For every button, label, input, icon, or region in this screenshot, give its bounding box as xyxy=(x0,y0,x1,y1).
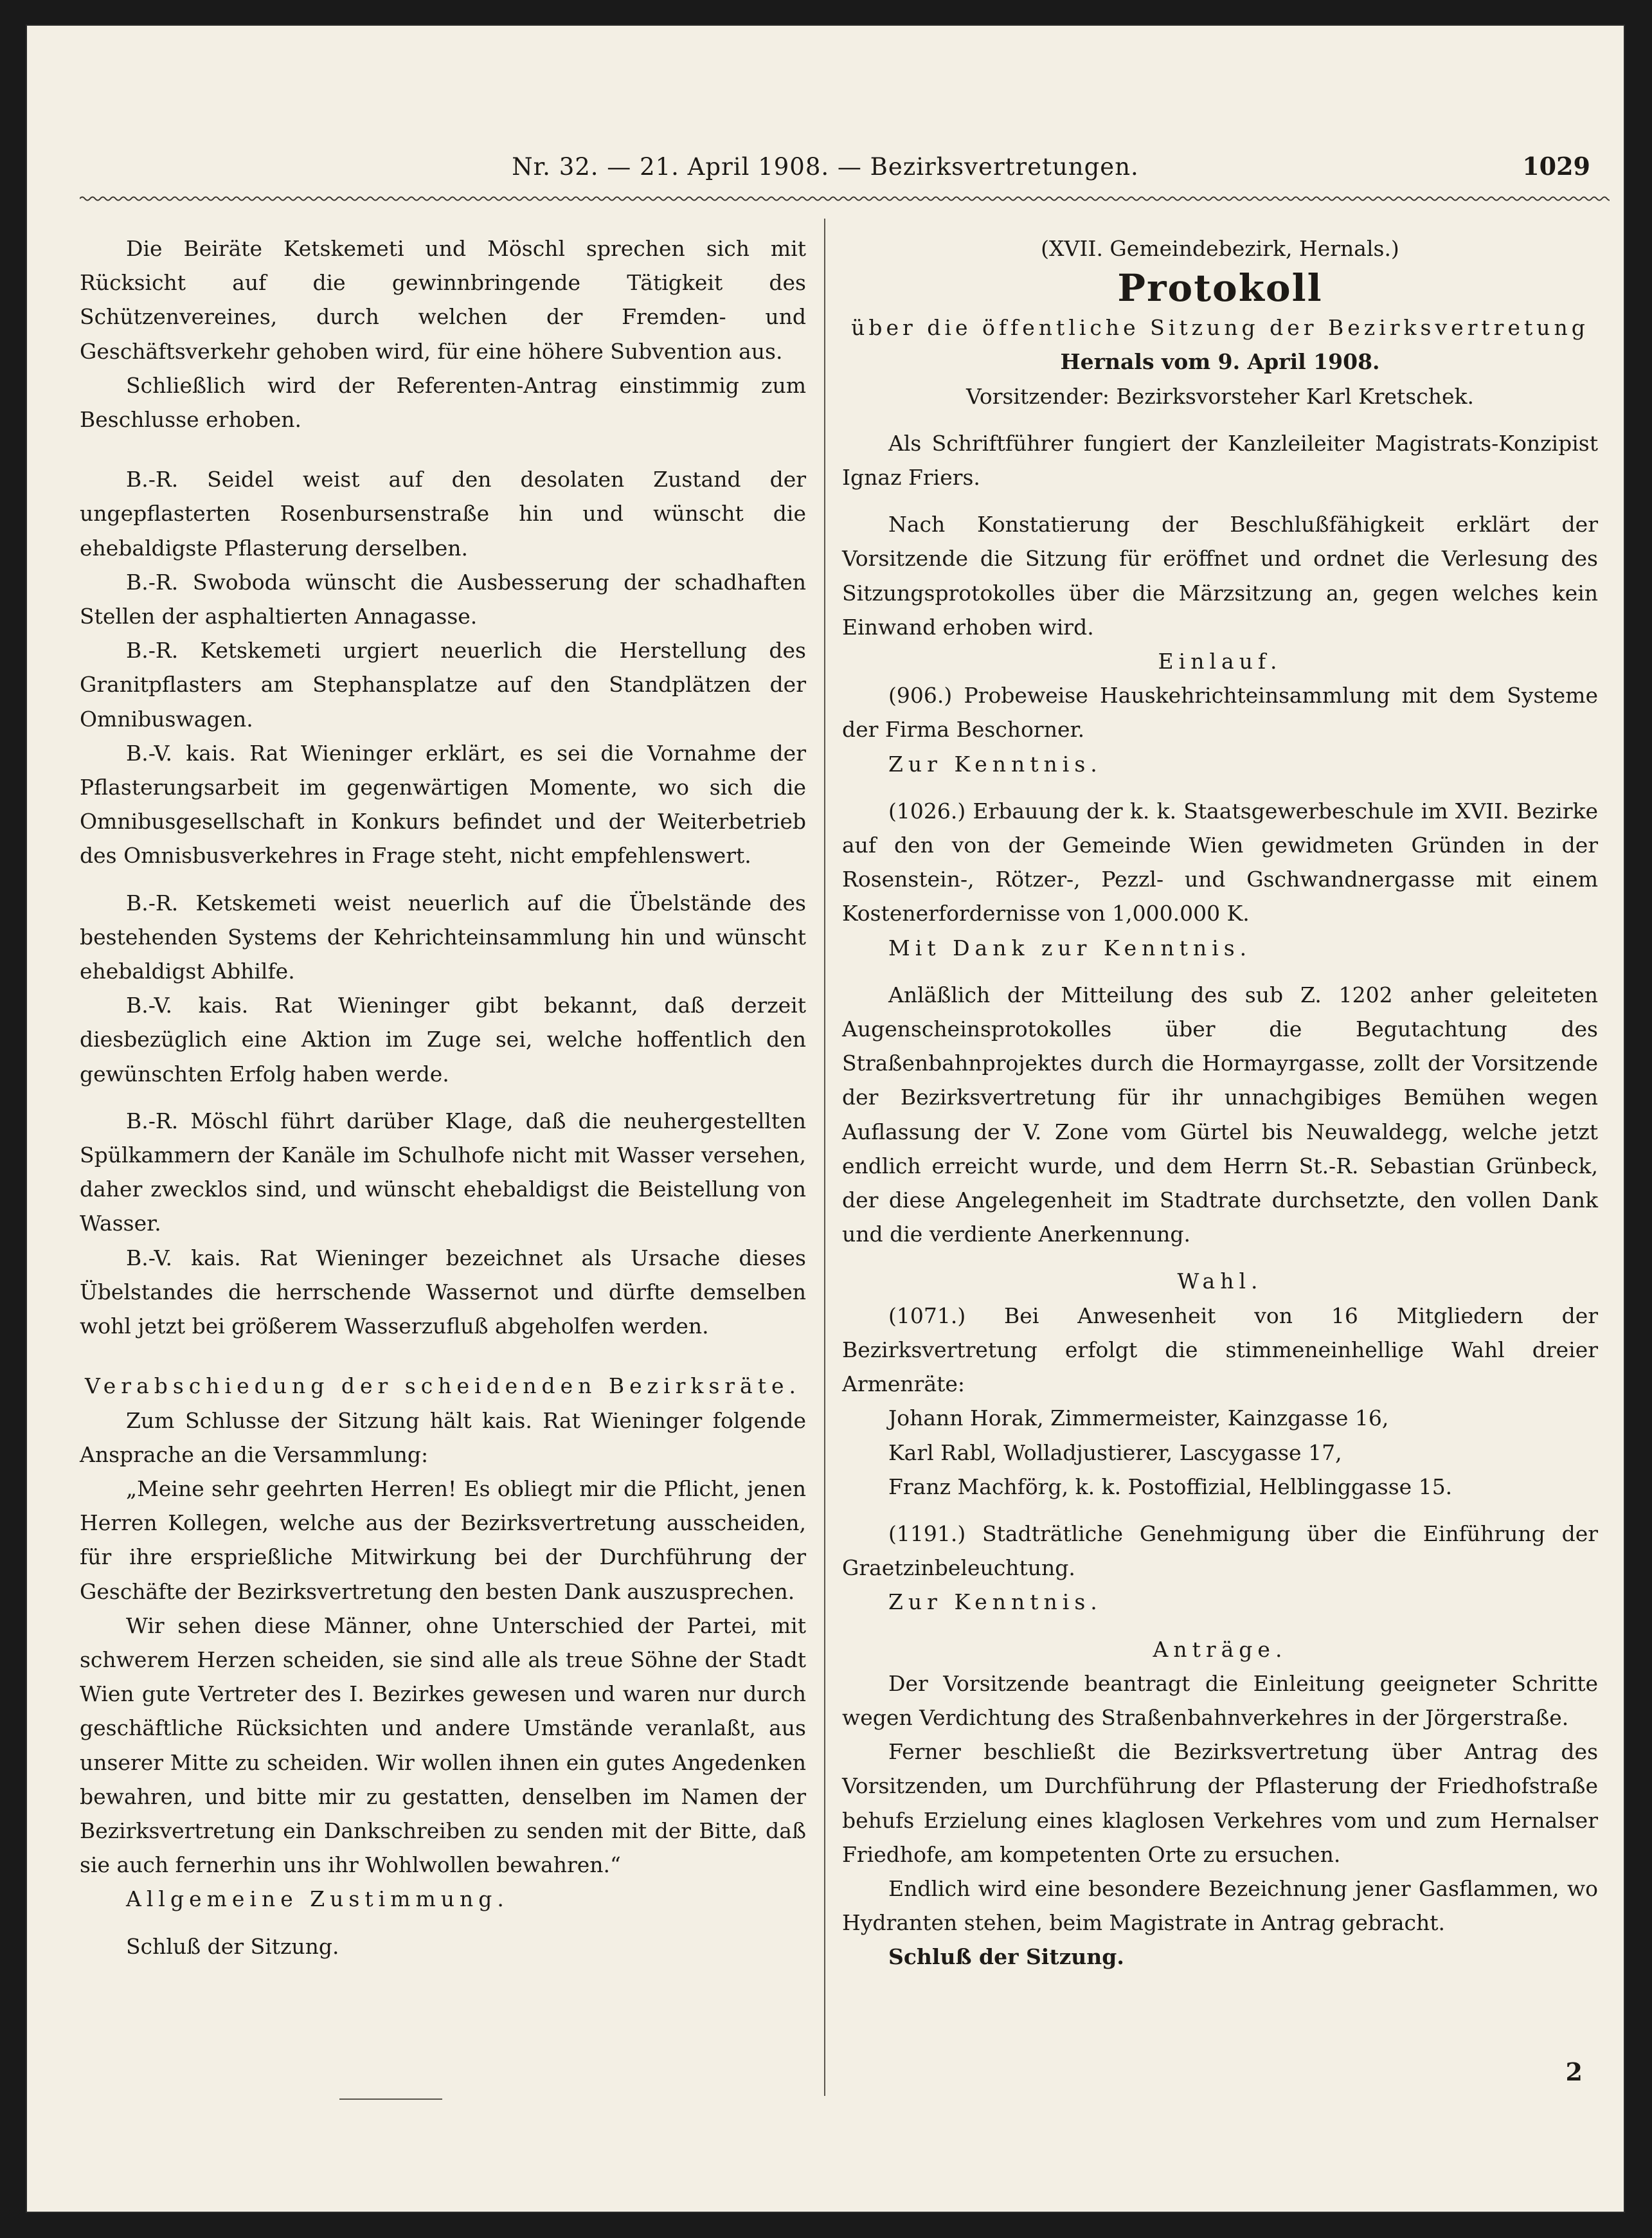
list-item: Johann Horak, Zimmermeister, Kainzgasse 16, xyxy=(888,1405,1389,1431)
closing-line: Schluß der Sitzung. xyxy=(126,1933,339,1959)
paragraph: Zur Kenntnis. xyxy=(888,1589,1102,1615)
list-item: Franz Machförg, k. k. Postoffizial, Helblinggasse 15. xyxy=(888,1474,1453,1499)
list-item: Karl Rabl, Wolladjustierer, Lascygasse 17, xyxy=(888,1439,1342,1465)
paragraph: B.-R. Ketskemeti weist neuerlich auf die Übelstände des bestehenden Systems der Kehrichteinsammlung hin und wünscht ehebaldigst Abhilfe. xyxy=(80,890,806,984)
paragraph: Ferner beschließt die Bezirksvertretung über Antrag des Vorsitzenden, um Durchführung der Pflasterung der Friedhofstraße behufs Erzielung eines klaglosen Verkehres vom und zum Hernalser Friedhofe, am kompetenten Orte zu ersuchen. xyxy=(842,1739,1598,1867)
paragraph: Wir sehen diese Männer, ohne Unterschied der Partei, mit schwerem Herzen scheiden, sie sind alle als treue Söhne der Stadt Wien gute Vertreter des I. Bezirkes gewesen und waren nur durch geschäftliche Rücksichten und andere Umstände veranlaßt, aus unserer Mitte zu scheiden. Wir wollen ihnen ein gutes Angedenken bewahren, und bitte mir zu gestatten, denselben im Namen der Bezirksvertretung ein Dankschreiben zu senden mit der Bitte, daß sie auch fernerhin uns ihr Wohlwollen bewahren.“ xyxy=(80,1612,806,1878)
newspaper-page xyxy=(27,26,1624,2212)
section-heading: Anträge. xyxy=(1153,1636,1288,1662)
sheet-number: 2 xyxy=(1565,2057,1583,2086)
section-heading: Einlauf. xyxy=(1158,649,1282,674)
end-rule xyxy=(339,2098,442,2100)
paragraph: B.-V. kais. Rat Wieninger gibt bekannt, daß derzeit diesbezüglich eine Aktion im Zuge sei, welche hoffentlich den gewünschten Erfolg haben werde. xyxy=(80,993,806,1087)
paragraph: (906.) Probeweise Hauskehrichteinsammlung mit dem Systeme der Firma Beschorner. xyxy=(842,683,1598,743)
paragraph: Als Schriftführer fungiert der Kanzleileiter Magistrats-Konzipist Ignaz Friers. xyxy=(842,430,1598,491)
paragraph: Die Beiräte Ketskemeti und Möschl sprechen sich mit Rücksicht auf die gewinnbringende Tätigkeit des Schützenvereines, durch welchen der Fremden- und Geschäftsverkehr gehoben wird, für eine höhere Subvention aus. xyxy=(80,236,806,364)
paragraph: (1071.) Bei Anwesenheit von 16 Mitgliedern der Bezirksvertretung erfolgt die stimmeneinhellige Wahl dreier Armenräte: xyxy=(842,1303,1598,1397)
page-number: 1029 xyxy=(1522,152,1590,181)
paragraph: Zur Kenntnis. xyxy=(888,751,1102,777)
paragraph: Nach Konstatierung der Beschlußfähigkeit erklärt der Vorsitzende die Sitzung für eröffnet und ordnet die Verlesung des Sitzungsprotokolles über die Märzsitzung an, gegen welches kein Einwand erhoben wird. xyxy=(842,512,1598,640)
right-column xyxy=(842,231,1598,1974)
left-column xyxy=(80,231,806,1963)
paragraph: (1191.) Stadträtliche Genehmigung über die Einführung der Graetzinbeleuchtung. xyxy=(842,1521,1598,1581)
protokoll-title: Protokoll xyxy=(1117,266,1323,311)
paragraph: B.-V. kais. Rat Wieninger bezeichnet als Ursache dieses Übelstandes die herrschende Wassernot und dürfte demselben wohl jetzt bei größerem Wasserzufluß abgeholfen werden. xyxy=(80,1245,806,1339)
paragraph: B.-R. Möschl führt darüber Klage, daß die neuhergestellten Spülkammern der Kanäle im Schulhofe nicht mit Wasser versehen, daher zwecklos sind, und wünscht ehebaldigst die Beistellung von Wasser. xyxy=(80,1108,806,1236)
paragraph: Allgemeine Zustimmung. xyxy=(126,1886,509,1912)
protokoll-date: Hernals vom 9. April 1908. xyxy=(1060,349,1380,375)
paragraph: Anläßlich der Mitteilung des sub Z. 1202 anher geleiteten Augenscheinsprotokolles über die Begutachtung des Straßenbahnprojektes durch die Hormayrgasse, zollt der Vorsitzende der Bezirksvertretung für ihr unnachgibiges Bemühen wegen Auflassung der V. Zone vom Gürtel bis Neuwaldegg, welche jetzt endlich erreicht wurde, und dem Herrn St.-R. Sebastian Grünbeck, der diese Angelegenheit im Stadtrate durchsetzte, den vollen Dank und die verdiente Anerkennung. xyxy=(842,982,1598,1247)
chair-line: Vorsitzender: Bezirksvorsteher Karl Kretschek. xyxy=(966,383,1474,409)
paragraph: Zum Schlusse der Sitzung hält kais. Rat Wieninger folgende Ansprache an die Versammlung: xyxy=(80,1407,806,1467)
paragraph: B.-R. Ketskemeti urgiert neuerlich die Herstellung des Granitpflasters am Stephansplatze auf den Standplätzen der Omnibuswagen. xyxy=(80,638,806,732)
section-heading: Verabschiedung der scheidenden Bezirksräte. xyxy=(84,1373,802,1399)
closing-line: Schluß der Sitzung. xyxy=(888,1944,1124,1970)
paragraph: B.-V. kais. Rat Wieninger erklärt, es sei die Vornahme der Pflasterungsarbeit im gegenwärtigen Momente, wo sich die Omnibusgesellschaft in Konkurs befindet und der Weiterbetrieb des Omnisbusverkehres in Frage steht, nicht empfehlenswert. xyxy=(80,740,806,869)
paragraph: Der Vorsitzende beantragt die Einleitung geeigneter Schritte wegen Verdichtung des Straßenbahnverkehres in der Jörgerstraße. xyxy=(842,1670,1598,1730)
paragraph: Schließlich wird der Referenten-Antrag einstimmig zum Beschlusse erhoben. xyxy=(80,372,806,433)
paragraph: B.-R. Swoboda wünscht die Ausbesserung der schadhaften Stellen der asphaltierten Annagasse. xyxy=(80,569,806,629)
paragraph: Endlich wird eine besondere Bezeichnung jener Gasflammen, wo Hydranten stehen, beim Magistrate in Antrag gebracht. xyxy=(842,1875,1598,1936)
column-divider xyxy=(824,219,825,2096)
paragraph: „Meine sehr geehrten Herren! Es obliegt mir die Pflicht, jenen Herren Kollegen, welche aus der Bezirksvertretung ausscheiden, für ihre ersprießliche Mitwirkung bei der Durchführung der Geschäfte der Bezirksvertretung den besten Dank auszusprechen. xyxy=(80,1475,806,1604)
header-wavy-rule xyxy=(80,194,1610,203)
header-title: Nr. 32. — 21. April 1908. — Bezirksvertretungen. xyxy=(512,153,1139,181)
section-heading: Wahl. xyxy=(1177,1268,1263,1294)
district-heading: (XVII. Gemeindebezirk, Hernals.) xyxy=(1041,236,1399,261)
paragraph: Mit Dank zur Kenntnis. xyxy=(888,935,1252,961)
protokoll-subtitle: über die öffentliche Sitzung der Bezirksvertretung xyxy=(851,315,1589,341)
paragraph: B.-R. Seidel weist auf den desolaten Zustand der ungepflasterten Rosenbursenstraße hin und wünscht die ehebaldigste Pflasterung derselben. xyxy=(80,467,806,561)
paragraph: (1026.) Erbauung der k. k. Staatsgewerbeschule im XVII. Bezirke auf den von der Gemeinde Wien gewidmeten Gründen in der Rosenstein-, Rötzer-, Pezzl- und Gschwandnergasse mit einem Kostenerfordernisse von 1,000.000 K. xyxy=(842,798,1598,926)
